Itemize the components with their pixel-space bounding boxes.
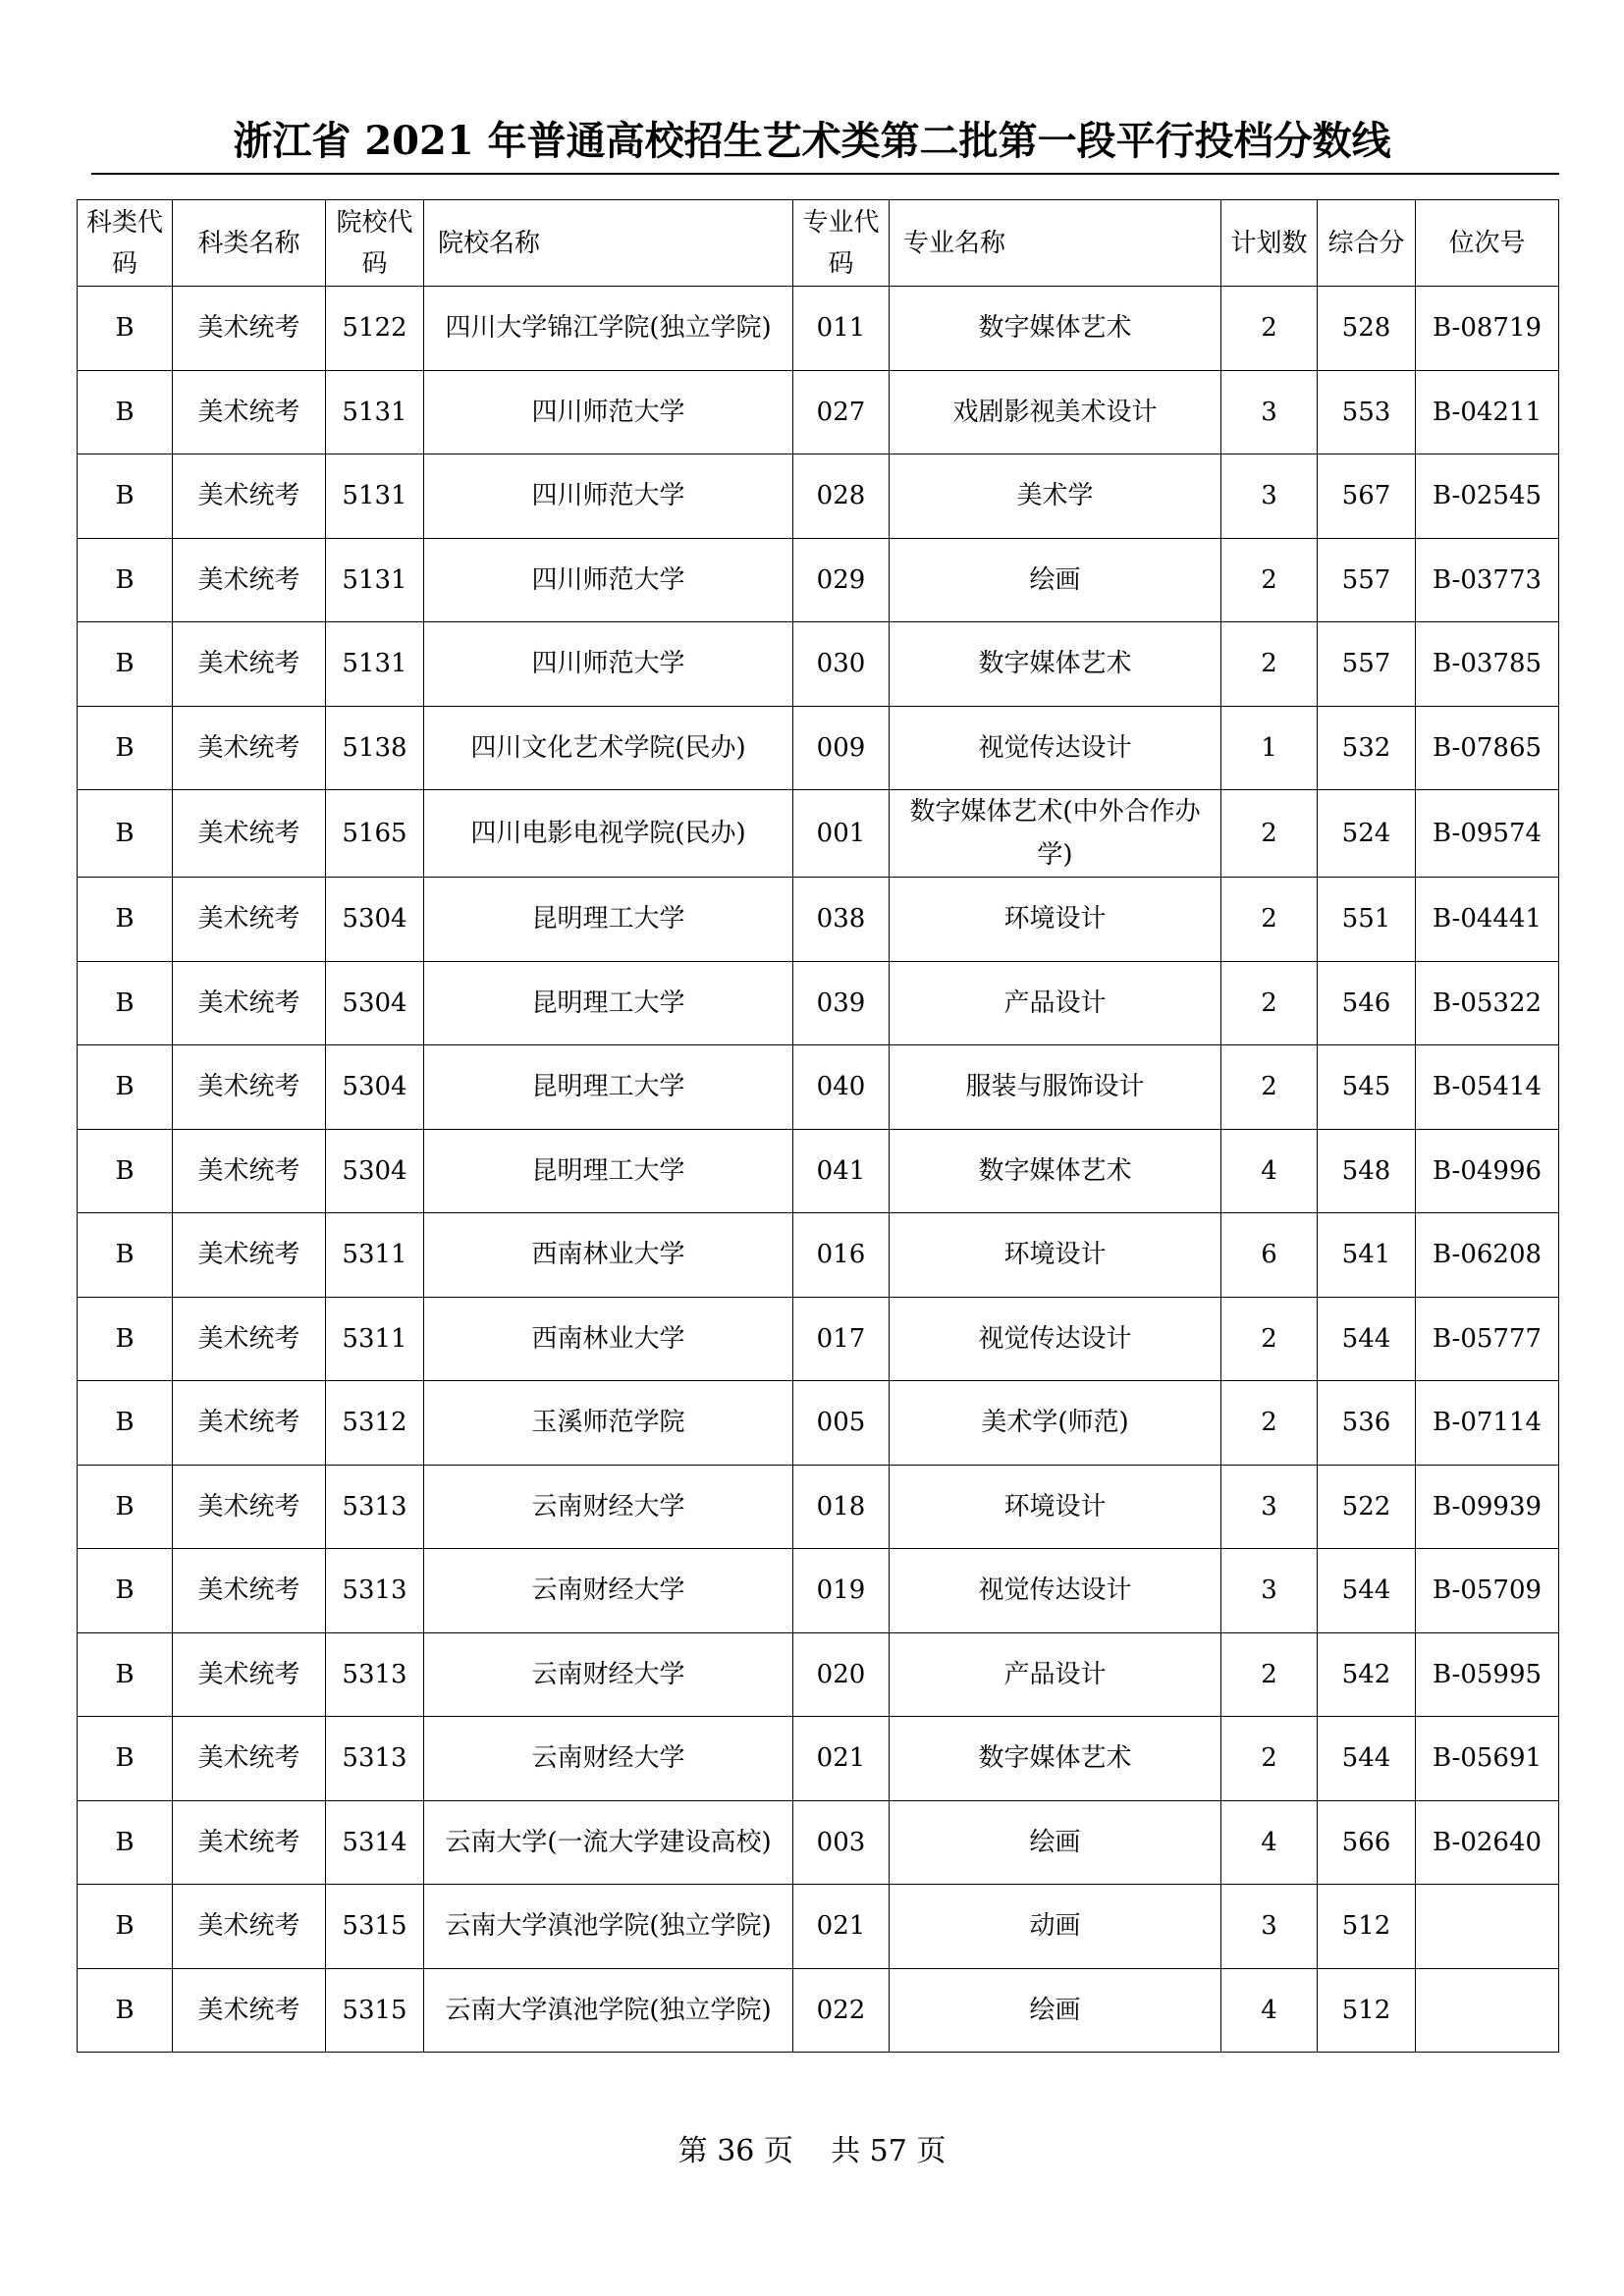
cell-major-name: 数字媒体艺术 [890, 1717, 1221, 1801]
cell-school-code: 5313 [326, 1465, 424, 1549]
page-title: 浙江省 2021 年普通高校招生艺术类第二批第一段平行投档分数线 [233, 118, 1391, 164]
cell-category-name: 美术统考 [173, 622, 326, 707]
cell-composite-score: 528 [1318, 287, 1416, 371]
cell-school-name: 云南财经大学 [424, 1549, 793, 1633]
cell-category-code: B [78, 1381, 173, 1466]
cell-composite-score: 544 [1318, 1717, 1416, 1801]
cell-category-code: B [78, 287, 173, 371]
cell-school-code: 5138 [326, 706, 424, 790]
cell-rank-number: B-06208 [1416, 1213, 1559, 1298]
header-major-code: 专业代码 [793, 200, 890, 287]
cell-school-name: 四川师范大学 [424, 622, 793, 707]
cell-rank-number: B-03773 [1416, 538, 1559, 622]
cell-composite-score: 567 [1318, 454, 1416, 539]
cell-plan-count: 3 [1221, 370, 1318, 454]
cell-rank-number: B-09939 [1416, 1465, 1559, 1549]
cell-plan-count: 2 [1221, 1632, 1318, 1717]
cell-composite-score: 541 [1318, 1213, 1416, 1298]
cell-plan-count: 4 [1221, 1800, 1318, 1885]
cell-school-name: 云南大学滇池学院(独立学院) [424, 1885, 793, 1969]
cell-major-code: 027 [793, 370, 890, 454]
cell-rank-number: B-07114 [1416, 1381, 1559, 1466]
cell-plan-count: 2 [1221, 538, 1318, 622]
cell-school-code: 5312 [326, 1381, 424, 1466]
cell-school-name: 云南大学滇池学院(独立学院) [424, 1968, 793, 2053]
table-row [78, 961, 1559, 1045]
cell-major-name: 视觉传达设计 [890, 706, 1221, 790]
cell-category-code: B [78, 1800, 173, 1885]
table-row [78, 287, 1559, 371]
cell-school-name: 四川师范大学 [424, 370, 793, 454]
cell-school-code: 5122 [326, 287, 424, 371]
cell-category-code: B [78, 622, 173, 707]
cell-major-code: 016 [793, 1213, 890, 1298]
cell-category-name: 美术统考 [173, 961, 326, 1045]
cell-category-code: B [78, 1885, 173, 1969]
cell-category-code: B [78, 1549, 173, 1633]
table-row [78, 1549, 1559, 1633]
cell-category-name: 美术统考 [173, 1297, 326, 1381]
cell-composite-score: 546 [1318, 961, 1416, 1045]
cell-major-name: 产品设计 [890, 1632, 1221, 1717]
header-school-code: 院校代码 [326, 200, 424, 287]
cell-school-name: 昆明理工大学 [424, 1129, 793, 1213]
cell-category-code: B [78, 878, 173, 962]
cell-rank-number: B-09574 [1416, 790, 1559, 878]
page-total: 共 57 页 [831, 2134, 947, 2168]
cell-plan-count: 3 [1221, 1885, 1318, 1969]
cell-category-name: 美术统考 [173, 1381, 326, 1466]
cell-composite-score: 545 [1318, 1045, 1416, 1130]
cell-composite-score: 542 [1318, 1632, 1416, 1717]
cell-school-name: 四川电影电视学院(民办) [424, 790, 793, 878]
cell-major-name: 环境设计 [890, 1213, 1221, 1298]
cell-plan-count: 2 [1221, 1717, 1318, 1801]
cell-plan-count: 3 [1221, 454, 1318, 539]
cell-school-code: 5131 [326, 454, 424, 539]
cell-composite-score: 536 [1318, 1381, 1416, 1466]
cell-major-name: 数字媒体艺术 [890, 1129, 1221, 1213]
header-category-name: 科类名称 [173, 200, 326, 287]
cell-plan-count: 2 [1221, 1045, 1318, 1130]
cell-major-name: 视觉传达设计 [890, 1297, 1221, 1381]
cell-school-code: 5165 [326, 790, 424, 878]
cell-major-code: 028 [793, 454, 890, 539]
cell-rank-number: B-07865 [1416, 706, 1559, 790]
cell-plan-count: 2 [1221, 287, 1318, 371]
table-row [78, 1800, 1559, 1885]
cell-major-name: 环境设计 [890, 878, 1221, 962]
cell-school-code: 5131 [326, 538, 424, 622]
table-row [78, 1885, 1559, 1969]
cell-school-code: 5313 [326, 1549, 424, 1633]
cell-major-code: 020 [793, 1632, 890, 1717]
table-row [78, 622, 1559, 707]
cell-category-code: B [78, 538, 173, 622]
cell-school-code: 5304 [326, 961, 424, 1045]
page-footer [0, 2132, 1624, 2171]
cell-category-name: 美术统考 [173, 1800, 326, 1885]
cell-composite-score: 522 [1318, 1465, 1416, 1549]
cell-school-name: 玉溪师范学院 [424, 1381, 793, 1466]
cell-category-code: B [78, 1045, 173, 1130]
title-underline [91, 173, 1559, 175]
cell-major-code: 029 [793, 538, 890, 622]
cell-school-code: 5315 [326, 1968, 424, 2053]
cell-plan-count: 4 [1221, 1968, 1318, 2053]
cell-major-code: 041 [793, 1129, 890, 1213]
cell-category-name: 美术统考 [173, 1885, 326, 1969]
cell-category-name: 美术统考 [173, 878, 326, 962]
header-school-name: 院校名称 [424, 200, 793, 287]
cell-category-name: 美术统考 [173, 790, 326, 878]
cell-major-name: 数字媒体艺术(中外合作办学) [890, 790, 1221, 878]
cell-rank-number: B-05709 [1416, 1549, 1559, 1633]
cell-school-name: 云南财经大学 [424, 1717, 793, 1801]
cell-major-name: 视觉传达设计 [890, 1549, 1221, 1633]
cell-school-code: 5311 [326, 1213, 424, 1298]
cell-category-name: 美术统考 [173, 1465, 326, 1549]
table-body [78, 287, 1559, 2053]
cell-major-name: 环境设计 [890, 1465, 1221, 1549]
cell-school-name: 西南林业大学 [424, 1297, 793, 1381]
cell-rank-number: B-04996 [1416, 1129, 1559, 1213]
cell-school-name: 四川文化艺术学院(民办) [424, 706, 793, 790]
cell-composite-score: 544 [1318, 1549, 1416, 1633]
cell-rank-number: B-05691 [1416, 1717, 1559, 1801]
cell-category-name: 美术统考 [173, 454, 326, 539]
cell-category-code: B [78, 1297, 173, 1381]
cell-composite-score: 553 [1318, 370, 1416, 454]
cell-school-code: 5304 [326, 1129, 424, 1213]
cell-composite-score: 532 [1318, 706, 1416, 790]
cell-major-code: 019 [793, 1549, 890, 1633]
cell-category-code: B [78, 790, 173, 878]
cell-school-code: 5315 [326, 1885, 424, 1969]
table-row [78, 878, 1559, 962]
cell-category-name: 美术统考 [173, 538, 326, 622]
cell-school-code: 5304 [326, 878, 424, 962]
cell-composite-score: 548 [1318, 1129, 1416, 1213]
cell-major-name: 美术学 [890, 454, 1221, 539]
cell-school-code: 5313 [326, 1717, 424, 1801]
cell-school-code: 5311 [326, 1297, 424, 1381]
cell-rank-number [1416, 1968, 1559, 2053]
header-category-code: 科类代码 [78, 200, 173, 287]
cell-category-name: 美术统考 [173, 1968, 326, 2053]
table-row [78, 1213, 1559, 1298]
cell-school-name: 昆明理工大学 [424, 961, 793, 1045]
cell-category-code: B [78, 961, 173, 1045]
cell-plan-count: 2 [1221, 878, 1318, 962]
cell-category-code: B [78, 454, 173, 539]
cell-plan-count: 3 [1221, 1465, 1318, 1549]
cell-rank-number: B-02640 [1416, 1800, 1559, 1885]
cell-school-code: 5314 [326, 1800, 424, 1885]
cell-rank-number: B-05995 [1416, 1632, 1559, 1717]
cell-major-code: 011 [793, 287, 890, 371]
table-row [78, 706, 1559, 790]
cell-plan-count: 2 [1221, 1297, 1318, 1381]
table-row [78, 454, 1559, 539]
cell-composite-score: 557 [1318, 538, 1416, 622]
cell-category-name: 美术统考 [173, 1045, 326, 1130]
cell-rank-number: B-04441 [1416, 878, 1559, 962]
cell-school-name: 四川大学锦江学院(独立学院) [424, 287, 793, 371]
header-composite-score: 综合分 [1318, 200, 1416, 287]
cell-category-code: B [78, 706, 173, 790]
cell-composite-score: 557 [1318, 622, 1416, 707]
cell-school-code: 5313 [326, 1632, 424, 1717]
table-row [78, 1968, 1559, 2053]
table-header-row [78, 200, 1559, 287]
table-row [78, 538, 1559, 622]
cell-major-name: 绘画 [890, 1800, 1221, 1885]
header-major-name: 专业名称 [890, 200, 1221, 287]
cell-major-code: 039 [793, 961, 890, 1045]
cell-composite-score: 544 [1318, 1297, 1416, 1381]
cell-school-code: 5304 [326, 1045, 424, 1130]
cell-category-name: 美术统考 [173, 1213, 326, 1298]
cell-school-name: 四川师范大学 [424, 454, 793, 539]
cell-composite-score: 512 [1318, 1968, 1416, 2053]
cell-plan-count: 2 [1221, 961, 1318, 1045]
cell-major-code: 021 [793, 1717, 890, 1801]
cell-rank-number [1416, 1885, 1559, 1969]
cell-category-code: B [78, 1717, 173, 1801]
cell-major-name: 动画 [890, 1885, 1221, 1969]
cell-school-name: 昆明理工大学 [424, 878, 793, 962]
cell-plan-count: 4 [1221, 1129, 1318, 1213]
cell-composite-score: 512 [1318, 1885, 1416, 1969]
cell-major-name: 数字媒体艺术 [890, 287, 1221, 371]
cell-major-name: 绘画 [890, 1968, 1221, 2053]
cell-rank-number: B-03785 [1416, 622, 1559, 707]
cell-school-name: 云南财经大学 [424, 1465, 793, 1549]
cell-category-code: B [78, 1213, 173, 1298]
cell-plan-count: 2 [1221, 622, 1318, 707]
cell-composite-score: 524 [1318, 790, 1416, 878]
cell-major-code: 017 [793, 1297, 890, 1381]
cell-category-code: B [78, 1465, 173, 1549]
cell-major-code: 005 [793, 1381, 890, 1466]
cell-category-code: B [78, 370, 173, 454]
cell-plan-count: 2 [1221, 1381, 1318, 1466]
cell-plan-count: 6 [1221, 1213, 1318, 1298]
cell-major-code: 038 [793, 878, 890, 962]
header-plan-count: 计划数 [1221, 200, 1318, 287]
cell-school-name: 昆明理工大学 [424, 1045, 793, 1130]
cell-major-name: 数字媒体艺术 [890, 622, 1221, 707]
cell-school-name: 云南财经大学 [424, 1632, 793, 1717]
cell-school-name: 西南林业大学 [424, 1213, 793, 1298]
cell-major-code: 001 [793, 790, 890, 878]
cell-major-name: 服装与服饰设计 [890, 1045, 1221, 1130]
cell-major-code: 009 [793, 706, 890, 790]
cell-school-name: 云南大学(一流大学建设高校) [424, 1800, 793, 1885]
cell-plan-count: 2 [1221, 790, 1318, 878]
cell-plan-count: 1 [1221, 706, 1318, 790]
table-row [78, 1129, 1559, 1213]
cell-category-name: 美术统考 [173, 287, 326, 371]
cell-composite-score: 566 [1318, 1800, 1416, 1885]
cell-major-name: 绘画 [890, 538, 1221, 622]
cell-rank-number: B-05777 [1416, 1297, 1559, 1381]
cell-category-name: 美术统考 [173, 706, 326, 790]
table-row [78, 1297, 1559, 1381]
cell-plan-count: 3 [1221, 1549, 1318, 1633]
table-row [78, 790, 1559, 878]
cell-school-name: 四川师范大学 [424, 538, 793, 622]
table-row [78, 370, 1559, 454]
table-row [78, 1717, 1559, 1801]
table-row [78, 1632, 1559, 1717]
cell-rank-number: B-05414 [1416, 1045, 1559, 1130]
header-rank-number: 位次号 [1416, 200, 1559, 287]
cell-school-code: 5131 [326, 370, 424, 454]
table-row [78, 1045, 1559, 1130]
cell-school-code: 5131 [326, 622, 424, 707]
cell-rank-number: B-04211 [1416, 370, 1559, 454]
cell-category-code: B [78, 1632, 173, 1717]
table-row [78, 1381, 1559, 1466]
cell-major-code: 022 [793, 1968, 890, 2053]
cell-major-code: 040 [793, 1045, 890, 1130]
cell-category-name: 美术统考 [173, 1129, 326, 1213]
cell-rank-number: B-08719 [1416, 287, 1559, 371]
admission-score-table [77, 199, 1559, 2053]
cell-major-code: 030 [793, 622, 890, 707]
cell-major-code: 021 [793, 1885, 890, 1969]
cell-rank-number: B-02545 [1416, 454, 1559, 539]
cell-category-code: B [78, 1129, 173, 1213]
page-number: 第 36 页 [677, 2134, 793, 2168]
cell-category-name: 美术统考 [173, 1632, 326, 1717]
cell-category-name: 美术统考 [173, 1717, 326, 1801]
cell-category-code: B [78, 1968, 173, 2053]
cell-major-name: 戏剧影视美术设计 [890, 370, 1221, 454]
cell-major-name: 美术学(师范) [890, 1381, 1221, 1466]
cell-major-code: 018 [793, 1465, 890, 1549]
cell-category-name: 美术统考 [173, 1549, 326, 1633]
cell-composite-score: 551 [1318, 878, 1416, 962]
table-row [78, 1465, 1559, 1549]
cell-major-code: 003 [793, 1800, 890, 1885]
cell-rank-number: B-05322 [1416, 961, 1559, 1045]
cell-category-name: 美术统考 [173, 370, 326, 454]
cell-major-name: 产品设计 [890, 961, 1221, 1045]
